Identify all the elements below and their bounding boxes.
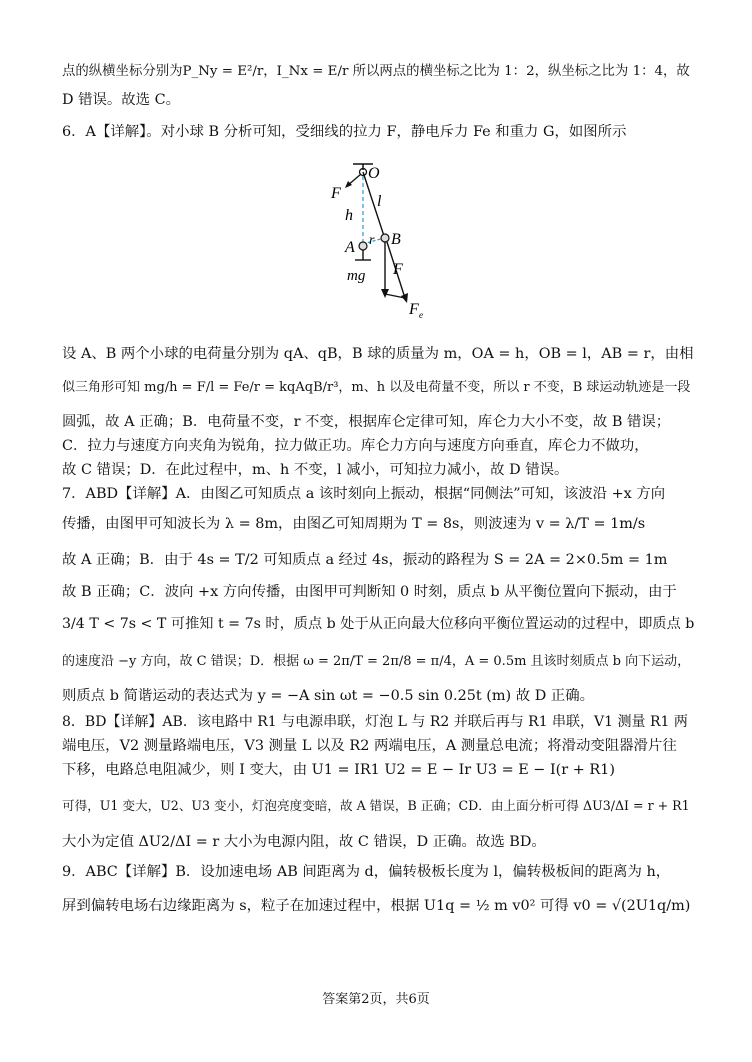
text-line-6: 圆弧，故 A 正确；B．电荷量不变，r 不变，根据库仑定律可知，库仑力大小不变，故 B 错误； [62, 414, 671, 430]
text-line-7: C．拉力与速度方向夹角为锐角，拉力做正功。库仑力方向与速度方向垂直，库仑力不做功， [62, 438, 649, 454]
text-line-21: 9．ABC【详解】B．设加速电场 AB 间距离为 d，偏转极板长度为 l，偏转极板间的距离为 h， [62, 864, 671, 880]
label-f: F [331, 185, 341, 202]
text-line-20: 大小为定值 ΔU2/ΔI = r 大小为电源内阻，故 C 错误，D 正确。故选 BD。 [62, 834, 546, 850]
text-line-8: 故 C 错误；D．在此过程中，m、h 不变，l 减小，可知拉力减小，故 D 错误。 [62, 462, 569, 478]
text-line-5: 似三角形可知 mg/h = F/l = Fe/r = kqAqB/r³，m、h 以及电荷量不变，所以 r 不变，B 球运动轨迹是一段 [62, 380, 691, 395]
page-footer: 答案第2页，共6页 [322, 992, 430, 1007]
gravity-arrowhead [381, 289, 389, 298]
text-line-22: 屏到偏转电场右边缘距离为 s，粒子在加速过程中，根据 U1q = ½ m v0² 可得 v0 = √(2U1q/m) [62, 898, 691, 914]
text-line-4: 设 A、B 两个小球的电荷量分别为 qA、qB，B 球的质量为 m，OA = h，OB = l，AB = r，由相 [62, 346, 694, 362]
text-line-1: 点的纵横坐标分别为P_Ny = E²/r，I_Nx = E/r 所以两点的横坐标之比为 1：2，纵坐标之比为 1：4，故 [62, 64, 690, 79]
text-line-12: 故 B 正确；C．波向 +x 方向传播，由图甲可判断知 0 时刻，质点 b 从平衡位置向下振动，由于 [62, 584, 677, 600]
label-h: h [345, 207, 353, 224]
ball-a [359, 242, 367, 250]
label-l: l [377, 193, 382, 210]
text-line-9: 7．ABD【详解】A．由图乙可知质点 a 该时刻向上振动，根据“同侧法”可知，该波沿 +x 方向 [62, 486, 666, 502]
text-line-3: 6．A【详解】。对小球 B 分析可知，受细线的拉力 F，静电斥力 Fe 和重力 G，如图所示 [62, 124, 627, 140]
text-line-18: 下移，电路总电阻减少，则 I 变大，由 U1 = IR1 U2 = E − Ir U3 = E − I(r + R1) [62, 762, 615, 778]
label-r: r [369, 233, 375, 248]
label-o: O [368, 165, 380, 182]
ball-b [381, 234, 389, 242]
text-line-11: 故 A 正确；B．由于 4s = T/2 可知质点 a 经过 4s，振动的路程为 S = 2A = 2×0.5m = 1m [62, 552, 668, 568]
force-diagram [317, 158, 457, 326]
label-fe: F [409, 301, 419, 318]
text-line-13: 3/4 T < 7s < T 可推知 t = 7s 时，质点 b 处于从正向最大位移向平衡位置运动的过程中，即质点 b [62, 616, 695, 632]
label-a: A [345, 239, 355, 256]
text-line-16: 8．BD【详解】AB．该电路中 R1 与电源串联，灯泡 L 与 R2 并联后再与 R1 串联，V1 测量 R1 两 [62, 714, 688, 730]
text-line-19: 可得，U1 变大，U2、U3 变小，灯泡亮度变暗，故 A 错误，B 正确；CD．由上面分析可得 ΔU3/ΔI = r + R1 [62, 798, 690, 813]
text-line-2: D 错误。故选 C。 [62, 92, 181, 108]
label-fe-sub: e [419, 310, 423, 320]
text-line-17: 端电压，V2 测量路端电压，V3 测量 L 以及 R2 两端电压，A 测量总电流；将滑动变阻器滑片往 [62, 738, 677, 754]
label-mg: mg [347, 268, 366, 284]
text-line-10: 传播，由图甲可知波长为 λ = 8m，由图乙可知周期为 T = 8s，则波速为 v = λ/T = 1m/s [62, 516, 646, 532]
label-b: B [391, 231, 401, 248]
text-line-15: 则质点 b 简谐运动的表达式为 y = −A sin ωt = −0.5 sin 0.25t (m) 故 D 正确。 [62, 688, 594, 704]
label-f-prime: F [393, 261, 403, 278]
text-line-14: 的速度沿 −y 方向，故 C 错误；D．根据 ω = 2π/T = 2π/8 = π/4，A = 0.5m 且该时刻质点 b 向下运动， [62, 654, 691, 669]
